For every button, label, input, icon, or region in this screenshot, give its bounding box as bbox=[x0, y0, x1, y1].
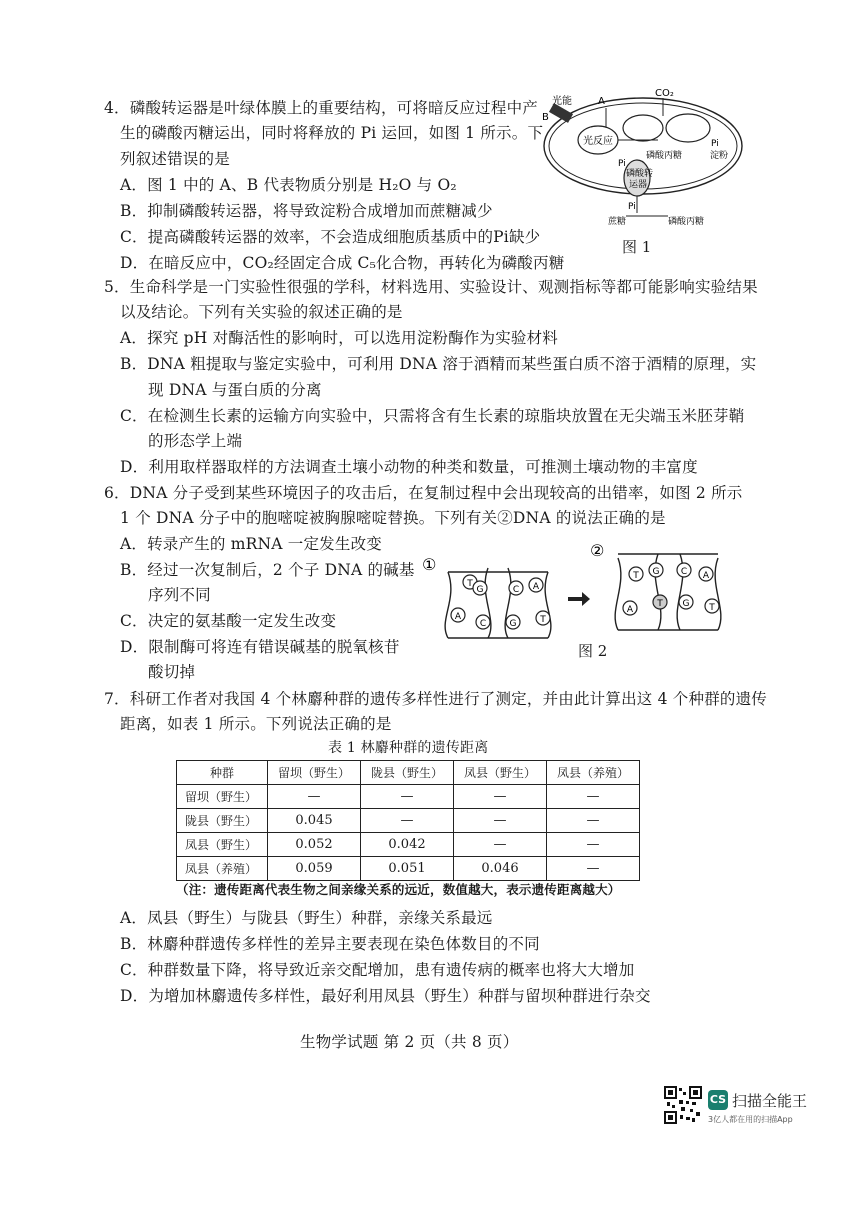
fig1-transporter-label-2: 运器 bbox=[629, 180, 648, 190]
table-cell: 0.046 bbox=[454, 857, 547, 881]
figure-1-chloroplast-diagram bbox=[538, 88, 748, 236]
q5-stem-line2: 以及结论。下列有关实验的叙述正确的是 bbox=[120, 303, 403, 321]
table-cell: — bbox=[454, 785, 547, 809]
fig1-transporter-label-1: 磷酸转 bbox=[626, 169, 654, 179]
q6-option-c: C．决定的氨基酸一定发生改变 bbox=[120, 612, 337, 630]
fig1-triose-in-label: 磷酸丙糖 bbox=[646, 151, 683, 161]
table-row bbox=[177, 857, 640, 881]
table-cell: — bbox=[547, 785, 640, 809]
fig2-dna-strands-right bbox=[615, 554, 721, 630]
page-footer: 生物学试题 第 2 页（共 8 页） bbox=[300, 1033, 519, 1051]
dna-base-label: A bbox=[532, 582, 540, 592]
q6-stem-line1: 6．DNA 分子受到某些环境因子的攻击后，在复制过程中会出现较高的出错率，如图 2 所示 bbox=[104, 484, 743, 502]
camscanner-logo-icon: CS bbox=[708, 1090, 728, 1110]
fig1-pi-in-label: Pi bbox=[711, 139, 719, 149]
dna-base-label: G bbox=[682, 599, 690, 609]
table-cell: — bbox=[268, 785, 361, 809]
figure-2-dna-diagram bbox=[418, 540, 746, 650]
dna-base-label: T bbox=[633, 571, 639, 581]
q7-stem-line1: 7．科研工作者对我国 4 个林麝种群的遗传多样性进行了测定，并由此计算出这 4 个种群的遗传 bbox=[104, 690, 767, 708]
q7-stem-line2: 距离，如表 1 所示。下列说法正确的是 bbox=[120, 715, 392, 733]
q5-option-a: A．探究 pH 对酶活性的影响时，可以选用淀粉酶作为实验材料 bbox=[120, 329, 558, 347]
table-cell: 留坝（野生） bbox=[177, 785, 268, 809]
q4-stem-line1: 4．磷酸转运器是叶绿体膜上的重要结构，可将暗反应过程中产 bbox=[104, 99, 538, 117]
q6-option-b-line2: 序列不同 bbox=[148, 586, 211, 604]
dna-base-label: A bbox=[702, 571, 710, 581]
table-header-cell: 凤县（养殖） bbox=[547, 761, 640, 785]
scanner-app-name: 扫描全能王 bbox=[732, 1092, 808, 1110]
fig1-co2-label: CO₂ bbox=[655, 88, 674, 99]
table-1-title: 表 1 林麝种群的遗传距离 bbox=[328, 740, 489, 756]
q7-option-c: C．种群数量下降，将导致近亲交配增加，患有遗传病的概率也将大大增加 bbox=[120, 961, 635, 979]
table-cell: 0.052 bbox=[268, 833, 361, 857]
q7-option-d: D．为增加林麝遗传多样性，最好利用凤县（野生）种群与留坝种群进行杂交 bbox=[120, 987, 651, 1005]
q7-option-a: A．凤县（野生）与陇县（野生）种群，亲缘关系最远 bbox=[120, 909, 493, 927]
table-cell: 0.051 bbox=[361, 857, 454, 881]
table-header-cell: 陇县（野生） bbox=[361, 761, 454, 785]
qr-code-icon bbox=[664, 1086, 702, 1124]
dna-base-label: A bbox=[454, 612, 462, 622]
q5-option-d: D．利用取样器取样的方法调查土壤小动物的种类和数量，可推测土壤动物的丰富度 bbox=[120, 458, 698, 476]
dna-base-label: T bbox=[657, 599, 663, 609]
fig1-pi-bottom-label: Pi bbox=[628, 202, 636, 212]
dna-base-label: T bbox=[467, 579, 473, 589]
fig1-pi-top-label: Pi bbox=[618, 159, 626, 169]
q5-option-b-line1: B．DNA 粗提取与鉴定实验中，可利用 DNA 溶于酒精而某些蛋白质不溶于酒精的原理，实 bbox=[120, 355, 757, 373]
fig2-mark-1: ① bbox=[422, 555, 437, 574]
table-header-cell: 凤县（野生） bbox=[454, 761, 547, 785]
dna-base-label: C bbox=[512, 585, 520, 595]
dna-base-label: A bbox=[626, 605, 634, 615]
table-cell: — bbox=[547, 857, 640, 881]
dna-base-label: T bbox=[540, 615, 546, 625]
q6-option-b-line1: B．经过一次复制后，2 个子 DNA 的碱基 bbox=[120, 561, 415, 579]
q6-option-a: A．转录产生的 mRNA 一定发生改变 bbox=[120, 535, 382, 553]
q6-option-d-line2: 酸切掉 bbox=[148, 663, 196, 681]
table-row bbox=[177, 833, 640, 857]
dna-base-label: C bbox=[479, 619, 487, 629]
table-row bbox=[177, 809, 640, 833]
table-header-cell: 种群 bbox=[177, 761, 268, 785]
q5-option-c-line1: C．在检测生长素的运输方向实验中，只需将含有生长素的琼脂块放置在无尖端玉米胚芽鞘 bbox=[120, 407, 745, 425]
q4-option-a: A．图 1 中的 A、B 代表物质分别是 H₂O 与 O₂ bbox=[120, 176, 457, 194]
q5-option-c-line2: 的形态学上端 bbox=[148, 432, 243, 450]
dna-base-label: G bbox=[652, 567, 660, 577]
table-cell: — bbox=[454, 833, 547, 857]
table-cell: 0.045 bbox=[268, 809, 361, 833]
table-header-cell: 留坝（野生） bbox=[268, 761, 361, 785]
table-cell: 0.042 bbox=[361, 833, 454, 857]
fig1-triose-out-label: 磷酸丙糖 bbox=[668, 217, 705, 227]
dna-base-label: G bbox=[476, 585, 484, 595]
figure-2-caption: 图 2 bbox=[578, 642, 608, 660]
q4-option-c: C．提高磷酸转运器的效率，不会造成细胞质基质中的Pi缺少 bbox=[120, 228, 541, 246]
q7-option-b: B．林麝种群遗传多样性的差异主要表现在染色体数目的不同 bbox=[120, 935, 540, 953]
table-1-note: （注：遗传距离代表生物之间亲缘关系的远近，数值越大，表示遗传距离越大） bbox=[176, 882, 621, 897]
table-cell: — bbox=[361, 809, 454, 833]
q6-stem-line2: 1 个 DNA 分子中的胞嘧啶被胸腺嘧啶替换。下列有关②DNA 的说法正确的是 bbox=[120, 509, 666, 527]
dna-base-label: T bbox=[709, 603, 715, 613]
fig2-bases-left bbox=[451, 575, 550, 629]
q4-option-b: B．抑制磷酸转运器，将导致淀粉合成增加而蔗糖减少 bbox=[120, 202, 493, 220]
table-row bbox=[177, 785, 640, 809]
table-cell: 凤县（野生） bbox=[177, 833, 268, 857]
fig2-mark-2: ② bbox=[590, 541, 605, 560]
dna-base-label: G bbox=[509, 619, 517, 629]
table-cell: 陇县（野生） bbox=[177, 809, 268, 833]
q5-option-b-line2: 现 DNA 与蛋白质的分离 bbox=[148, 381, 322, 399]
scanner-tagline: 3亿人都在用的扫描App bbox=[708, 1115, 793, 1124]
table-cell: — bbox=[361, 785, 454, 809]
q6-option-d-line1: D．限制酶可将连有错误碱基的脱氧核苷 bbox=[120, 638, 400, 656]
table-cell: 0.059 bbox=[268, 857, 361, 881]
table-header-row bbox=[177, 761, 640, 785]
q4-stem-line2: 生的磷酸丙糖运出，同时将释放的 Pi 运回，如图 1 所示。下 bbox=[120, 124, 544, 142]
table-1-genetic-distance bbox=[176, 760, 640, 881]
fig2-bases-right bbox=[623, 563, 719, 615]
fig1-a-label: A bbox=[598, 96, 605, 107]
fig1-light-reaction-label: 光反应 bbox=[583, 136, 613, 147]
q5-stem-line1: 5．生命科学是一门实验性很强的学科，材料选用、实验设计、观测指标等都可能影响实验结果 bbox=[104, 278, 758, 296]
table-cell: 凤县（养殖） bbox=[177, 857, 268, 881]
table-cell: — bbox=[454, 809, 547, 833]
fig1-light-label: 光能 bbox=[552, 96, 572, 107]
fig1-starch-label: 淀粉 bbox=[710, 151, 729, 161]
fig2-arrow bbox=[568, 592, 590, 606]
table-cell: — bbox=[547, 809, 640, 833]
dna-base-label: C bbox=[680, 567, 688, 577]
fig1-sucrose-label: 蔗糖 bbox=[608, 217, 627, 227]
fig1-b-label: B bbox=[542, 112, 549, 123]
q4-option-d: D．在暗反应中，CO₂经固定合成 C₅化合物，再转化为磷酸丙糖 bbox=[120, 254, 565, 272]
figure-1-caption: 图 1 bbox=[622, 238, 652, 256]
table-cell: — bbox=[547, 833, 640, 857]
q4-stem-line3: 列叙述错误的是 bbox=[120, 150, 230, 168]
